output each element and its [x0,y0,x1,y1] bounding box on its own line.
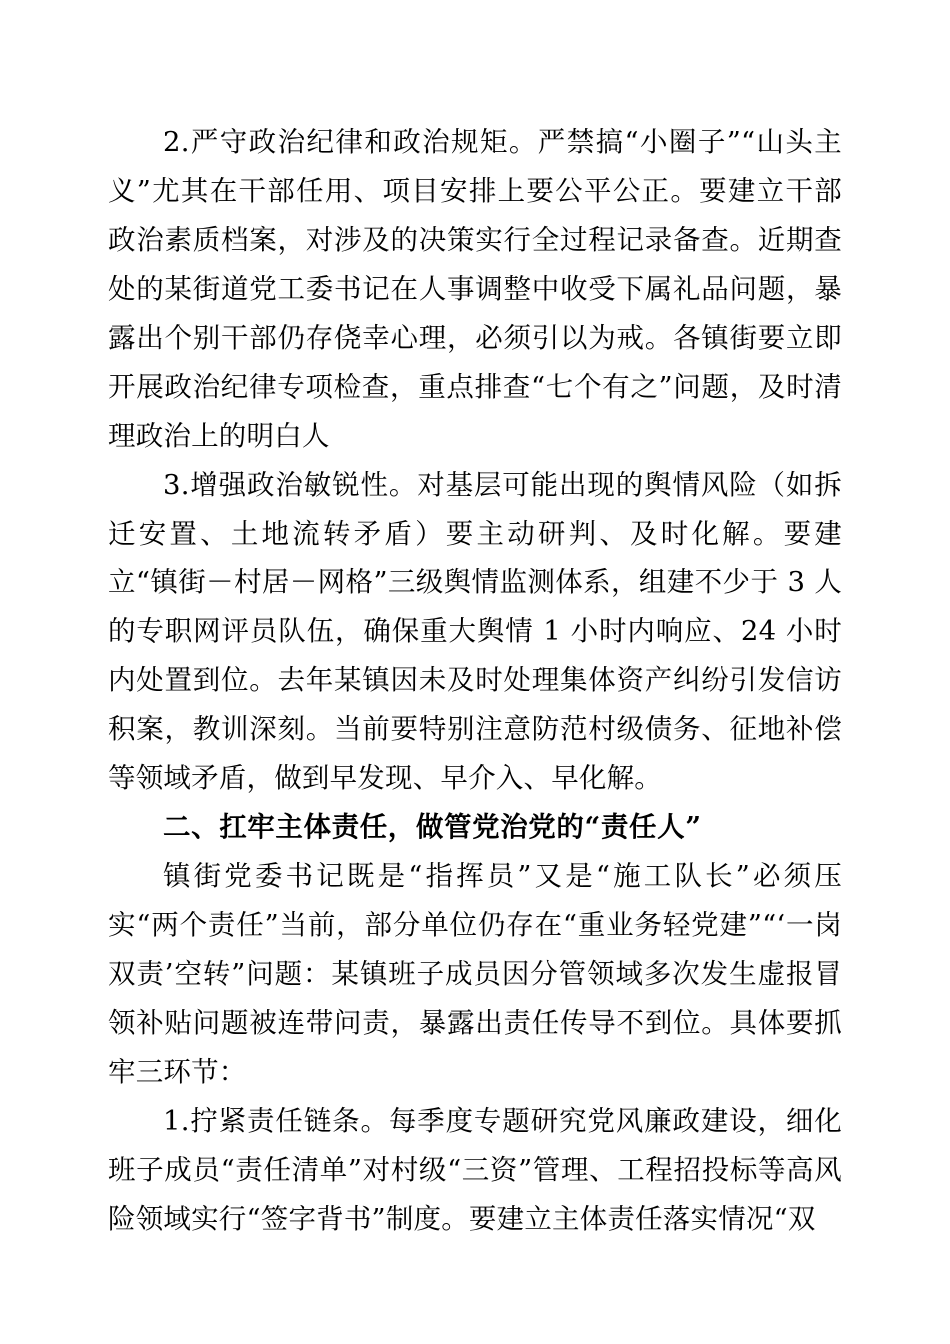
paragraph-political-acuity: 3.增强政治敏锐性。对基层可能出现的舆情风险（如拆迁安置、土地流转矛盾）要主动研判、及时化解。要建立“镇街－村居－网格”三级舆情监测体系，组建不少于 3 人的专职网评员队伍，确保重大舆情 1 小时内响应、24 小时内处置到位。去年某镇因未及时处理集体资产纠纷引发信访积案，教训深刻。当前要特别注意防范村级债务、征地补偿等领域矛盾，做到早发现、早介入、早化解。 [108,468,842,795]
section-heading-two: 二、扛牢主体责任，做管党治党的“责任人” [163,811,702,844]
paragraph-responsibility-chain: 1.拧紧责任链条。每季度专题研究党风廉政建设，细化班子成员“责任清单”对村级“三资”管理、工程招投标等高风险领域实行“签字背书”制度。要建立主体责任落实情况“双 [108,1104,842,1235]
paragraph-political-discipline: 2.严守政治纪律和政治规矩。严禁搞“小圈子”“山头主义”尤其在干部任用、项目安排上要公平公正。要建立干部政治素质档案，对涉及的决策实行全过程记录备查。近期查处的某街道党工委书记在人事调整中收受下属礼品问题，暴露出个别干部仍存侥幸心理，必须引以为戒。各镇街要立即开展政治纪律专项检查，重点排查“七个有之”问题，及时清理政治上的明白人 [108,126,842,452]
document-body [108,118,842,1244]
paragraph-section-two-intro: 镇街党委书记既是“指挥员”又是“施工队长”必须压实“两个责任”当前，部分单位仍存在“重业务轻党建”“‘一岗双责’空转”问题：某镇班子成员因分管领域多次发生虚报冒领补贴问题被连带问责，暴露出责任传导不到位。具体要抓牢三环节： [108,860,842,1088]
